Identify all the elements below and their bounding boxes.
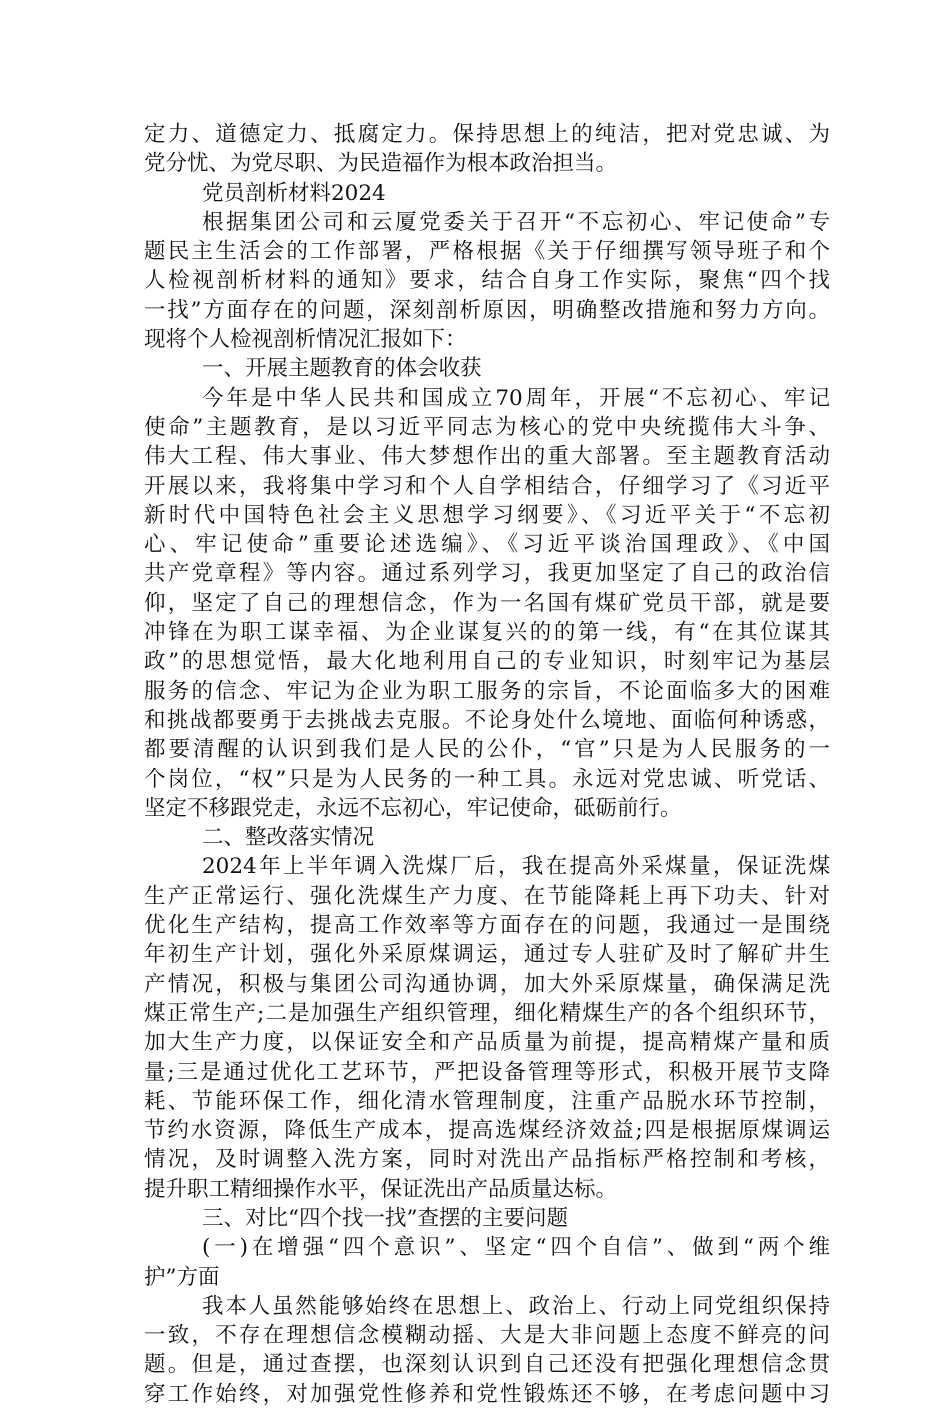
text-line: 2024年上半年调入洗煤厂后，我在提高外采煤量，保证洗煤 bbox=[202, 854, 830, 880]
text-line: 新时代中国特色社会主义思想学习纲要》、《习近平关于“不忘初 bbox=[144, 502, 830, 528]
text-line: 我本人虽然能够始终在思想上、政治上、行动上同党组织保持 bbox=[202, 1293, 830, 1319]
text-line: 一找”方面存在的问题，深刻剖析原因，明确整改措施和努力方向。 bbox=[144, 297, 830, 323]
text-line: 题民主生活会的工作部署，严格根据《关于仔细撰写领导班子和个 bbox=[144, 239, 830, 265]
text-line: 政”的思想觉悟，最大化地利用自己的专业知识，时刻牢记为基层 bbox=[144, 649, 830, 675]
text-line: 根据集团公司和云厦党委关于召开“不忘初心、牢记使命”专 bbox=[202, 209, 830, 235]
text-line: 使命”主题教育，是以习近平同志为核心的党中央统揽伟大斗争、 bbox=[144, 414, 830, 440]
text-line: 和挑战都要勇于去挑战去克服。不论身处什么境地、面临何种诱惑， bbox=[144, 707, 830, 733]
text-line: 坚定不移跟党走，永远不忘初心，牢记使命，砥砺前行。 bbox=[144, 795, 682, 821]
text-line: 一致，不存在理想信念模糊动摇、大是大非问题上态度不鲜亮的问 bbox=[144, 1323, 830, 1349]
text-line: 生产正常运行、强化洗煤生产力度、在节能降耗上再下功夫、针对 bbox=[144, 883, 830, 909]
text-line: 耗、节能环保工作，细化清水管理制度，注重产品脱水环节控制， bbox=[144, 1088, 830, 1114]
document-body bbox=[144, 120, 830, 1409]
text-line: 仰，坚定了自己的理想信念，作为一名国有煤矿党员干部，就是要 bbox=[144, 590, 830, 616]
text-line: 共产党章程》等内容。通过系列学习，我更加坚定了自己的政治信 bbox=[144, 561, 830, 587]
text-line: 个岗位，“权”只是为人民务的一种工具。永远对党忠诚、听党话、 bbox=[144, 766, 830, 792]
text-line: 穿工作始终，对加强党性修养和党性锻炼还不够，在考虑问题中习 bbox=[144, 1381, 830, 1407]
text-line: 伟大工程、伟大事业、伟大梦想作出的重大部署。至主题教育活动 bbox=[144, 444, 830, 470]
text-line: 心、牢记使命”重要论述选编》、《习近平谈治国理政》、《中国 bbox=[144, 532, 830, 558]
text-line: 今年是中华人民共和国成立70周年，开展“不忘初心、牢记 bbox=[202, 385, 830, 411]
section-title: 党员剖析材料2024 bbox=[202, 180, 386, 206]
section-heading: 三、对比“四个找一找”查摆的主要问题 bbox=[202, 1205, 568, 1231]
text-line: 现将个人检视剖析情况汇报如下： bbox=[144, 327, 467, 353]
text-line: 题。但是，通过查摆，也深刻认识到自己还没有把强化理想信念贯 bbox=[144, 1352, 830, 1378]
section-heading: 二、整改落实情况 bbox=[202, 825, 375, 851]
text-line: 党分忧、为党尽职、为民造福作为根本政治担当。 bbox=[144, 151, 618, 177]
text-line: 情况，及时调整入洗方案，同时对洗出产品指标严格控制和考核， bbox=[144, 1147, 830, 1173]
text-line: 服务的信念、牢记为企业为职工服务的宗旨，不论面临多大的困难 bbox=[144, 678, 830, 704]
text-line: 优化生产结构，提高工作效率等方面存在的问题，我通过一是围绕 bbox=[144, 913, 830, 939]
text-line: 年初生产计划，强化外采原煤调运，通过专人驻矿及时了解矿井生 bbox=[144, 942, 830, 968]
text-line: 开展以来，我将集中学习和个人自学相结合，仔细学习了《习近平 bbox=[144, 473, 830, 499]
subsection-heading: (一)在增强“四个意识”、坚定“四个自信”、做到“两个维 bbox=[202, 1235, 830, 1261]
text-line: 量;三是通过优化工艺环节，严把设备管理等形式，积极开展节支降 bbox=[144, 1059, 830, 1085]
text-line: 人检视剖析材料的通知》要求，结合自身工作实际，聚焦“四个找 bbox=[144, 268, 830, 294]
text-line: 提升职工精细操作水平，保证洗出产品质量达标。 bbox=[144, 1176, 618, 1202]
text-line: 都要清醒的认识到我们是人民的公仆，“官”只是为人民服务的一 bbox=[144, 737, 830, 763]
subsection-heading: 护”方面 bbox=[144, 1264, 220, 1290]
text-line: 产情况，积极与集团公司沟通协调，加大外采原煤量，确保满足洗 bbox=[144, 971, 830, 997]
text-line: 定力、道德定力、抵腐定力。保持思想上的纯洁，把对党忠诚、为 bbox=[144, 122, 830, 147]
text-line: 节约水资源，降低生产成本，提高选煤经济效益;四是根据原煤调运 bbox=[144, 1118, 830, 1144]
text-line: 冲锋在为职工谋幸福、为企业谋复兴的的第一线，有“在其位谋其 bbox=[144, 620, 830, 646]
section-heading: 一、开展主题教育的体会收获 bbox=[202, 356, 482, 382]
text-line: 加大生产力度，以保证安全和产品质量为前提，提高精煤产量和质 bbox=[144, 1030, 830, 1056]
text-line: 煤正常生产;二是加强生产组织管理，细化精煤生产的各个组织环节， bbox=[144, 1000, 830, 1026]
